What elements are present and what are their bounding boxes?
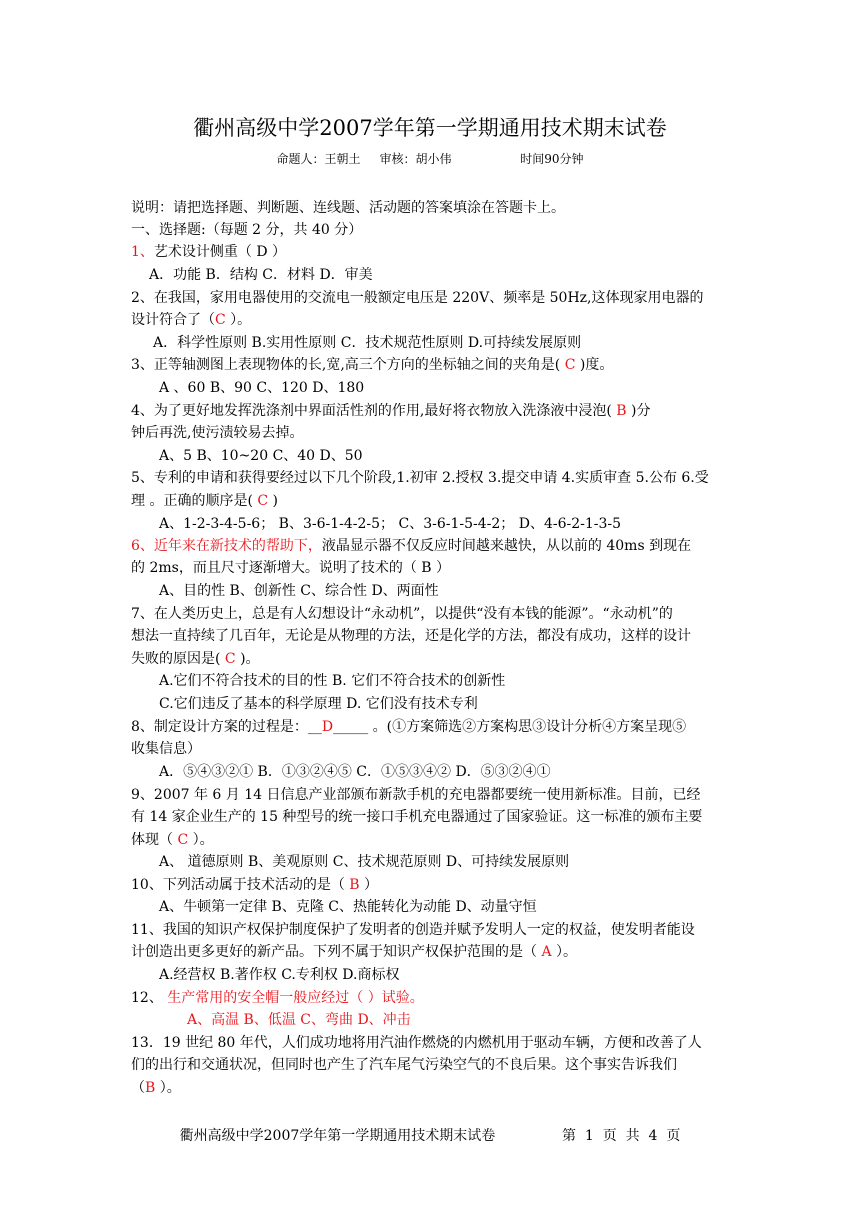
line-text: 计创造出更多更好的新产品。下列不属于知识产权保护范围的是（ — [131, 944, 542, 960]
line-text: 液晶显示器不仅反应时间越来越快，从以前的 40ms 到现在 — [321, 538, 692, 554]
line-text: 2、在我国，家用电器使用的交流电一般额定电压是 220V、频率是 50Hz,这体现家用电器的 — [131, 290, 704, 306]
text-line — [159, 378, 364, 398]
text-line — [159, 671, 505, 691]
line-text: ）。 — [155, 1080, 181, 1096]
line-text: 说明：请把选择题、判断题、连线题、活动题的答案填涂在答题卡上。 — [131, 200, 565, 216]
line-text: 收集信息） — [131, 741, 201, 757]
line-text: A、5 B、10~20 C、40 D、50 — [159, 448, 363, 464]
line-text: 一、选择题:（每题 2 分，共 40 分） — [131, 222, 363, 238]
answer-text: A — [541, 944, 552, 960]
line-text: A．⑤④③②① B．①③②④⑤ C．①⑤③④② D．⑤③②④① — [159, 764, 551, 780]
answer-text: B — [349, 877, 360, 893]
text-line — [131, 807, 702, 827]
answer-text: D — [321, 719, 334, 735]
line-text: 8、制定设计方案的过程是：__ — [131, 719, 322, 735]
answer-text: C — [215, 312, 226, 328]
text-line — [131, 401, 651, 421]
text-line — [159, 852, 569, 872]
line-text: ） — [359, 877, 379, 893]
line-text: ）。 — [225, 312, 252, 328]
line-text: A、 道德原则 B、美观原则 C、技术规范原则 D、可持续发展原则 — [159, 854, 570, 870]
line-text: ) — [268, 493, 279, 509]
text-line — [159, 694, 478, 714]
line-text: A、目的性 B、创新性 C、综合性 D、两面性 — [159, 583, 439, 599]
text-line — [131, 1055, 677, 1075]
line-text: 有 14 家企业生产的 15 种型号的统一接口手机充电器通过了国家验证。这一标准的颁布主要 — [131, 809, 703, 825]
line-text: A 、60 B、90 C、120 D、180 — [159, 380, 365, 396]
text-line — [159, 581, 439, 601]
text-line — [131, 830, 214, 850]
text-line — [131, 988, 424, 1008]
text-line — [131, 604, 673, 624]
line-text: )。 — [235, 651, 260, 667]
line-text: 们的出行和交通状况，但同时也产生了汽车尾气污染空气的不良后果。这个事实告诉我们 — [131, 1057, 677, 1073]
text-line — [131, 626, 691, 646]
text-line — [131, 423, 303, 443]
line-text: A．功能 B．结构 C．材料 D．审美 — [149, 267, 373, 283]
answer-text: B — [145, 1080, 156, 1096]
line-text: 7、在人类历史上，总是有人幻想设计“永动机”，以提供“没有本钱的能源”。“永动机”的 — [131, 606, 673, 622]
line-text: 3、正等轴测图上表现物体的长,宽,高三个方向的坐标轴之间的夹角是( — [131, 357, 565, 373]
text-line — [159, 514, 621, 534]
answer-text: 6、近年来在新技术的帮助下， — [131, 538, 322, 554]
text-line — [131, 920, 695, 940]
text-line — [131, 310, 251, 330]
line-text: ）。 — [188, 832, 214, 848]
line-text: 5、专利的申请和获得要经过以下几个阶段,1.初审 2.授权 3.提交申请 4.实质审查 5.公布 6.受 — [131, 470, 709, 486]
answer-text: C — [224, 651, 236, 667]
line-text: 4、为了更好地发挥洗涤剂中界面活性剂的作用,最好将衣物放入洗涤液中浸泡( — [131, 403, 617, 419]
line-text: 艺术设计侧重（ D ） — [153, 244, 287, 260]
text-line — [131, 536, 691, 556]
text-line — [131, 649, 260, 669]
line-text: A．科学性原则 B.实用性原则 C．技术规范性原则 D.可持续发展原则 — [153, 335, 582, 351]
text-line — [159, 897, 537, 917]
answer-text: A、高温 B、低温 C、弯曲 D、冲击 — [187, 1012, 411, 1028]
text-line — [131, 942, 577, 962]
text-line — [131, 491, 278, 511]
line-text: C.它们违反了基本的科学原理 D. 它们没有技术专利 — [159, 696, 478, 712]
text-line — [187, 1010, 411, 1030]
line-text: A.它们不符合技术的目的性 B. 它们不符合技术的创新性 — [159, 673, 506, 689]
text-line — [153, 333, 581, 353]
line-text: 12、 — [131, 990, 168, 1006]
line-text: 钟后再洗,使污渍较易去掉。 — [131, 425, 304, 441]
text-line — [131, 288, 704, 308]
line-text: A、牛顿第一定律 B、克隆 C、热能转化为动能 D、动量守恒 — [159, 899, 537, 915]
line-text: )度。 — [575, 357, 614, 373]
text-line — [131, 717, 686, 737]
line-text: 的 2ms，而且尺寸逐渐增大。说明了技术的（ B ） — [131, 560, 451, 576]
answer-text: 1、 — [131, 244, 154, 260]
line-text: _____ 。(①方案筛选②方案构思③设计分析④方案呈现⑤ — [333, 719, 687, 735]
page-title: 衢州高级中学2007学年第一学期通用技术期末试卷 — [193, 116, 667, 140]
text-line — [131, 242, 286, 262]
exam-subtitle: 命题人：王朝土 审核：胡小伟 时间90分钟 — [276, 152, 584, 166]
answer-text: 生产常用的安全帽一般应经过（ ）试验。 — [167, 990, 424, 1006]
line-text: （ — [131, 1080, 145, 1096]
text-line — [131, 1078, 181, 1098]
line-text: 理 。正确的顺序是( — [131, 493, 258, 509]
line-text: 失败的原因是( — [131, 651, 225, 667]
line-text: 10、下列活动属于技术活动的是（ — [131, 877, 350, 893]
text-line — [159, 965, 400, 985]
text-line — [131, 785, 701, 805]
text-line — [131, 558, 450, 578]
text-line — [131, 220, 362, 240]
answer-text: C — [257, 493, 269, 509]
text-line — [131, 875, 378, 895]
answer-text: B — [616, 403, 627, 419]
page-footer: 衢州高级中学2007学年第一学期通用技术期末试卷 第 1 页 共 4 页 — [179, 1128, 681, 1144]
text-line — [131, 739, 201, 759]
line-text: A.经营权 B.著作权 C.专利权 D.商标权 — [159, 967, 400, 983]
answer-text: C — [177, 832, 189, 848]
line-text: 11、我国的知识产权保护制度保护了发明者的创造并赋予发明人一定的权益，使发明者能设 — [131, 922, 695, 938]
text-line — [159, 762, 551, 782]
answer-text: C — [564, 357, 576, 373]
text-line — [131, 198, 565, 218]
line-text: 体现（ — [131, 832, 178, 848]
text-line — [149, 265, 373, 285]
line-text: A、1-2-3-4-5-6； B、3-6-1-4-2-5； C、3-6-1-5-4-2； D、4-6-2-1-3-5 — [159, 516, 622, 532]
line-text: 想法一直持续了几百年，无论是从物理的方法，还是化学的方法，都没有成功，这样的设计 — [131, 628, 691, 644]
text-line — [131, 1033, 702, 1053]
text-line — [131, 355, 613, 375]
line-text: )分 — [626, 403, 651, 419]
text-line — [159, 446, 363, 466]
line-text: 13．19 世纪 80 年代，人们成功地将用汽油作燃烧的内燃机用于驱动车辆，方便和改善了人 — [131, 1035, 702, 1051]
line-text: ）。 — [551, 944, 578, 960]
text-line — [131, 468, 709, 488]
line-text: 9、2007 年 6 月 14 日信息产业部颁布新款手机的充电器都要统一使用新标准。目前，已经 — [131, 787, 701, 803]
line-text: 设计符合了（ — [131, 312, 215, 328]
